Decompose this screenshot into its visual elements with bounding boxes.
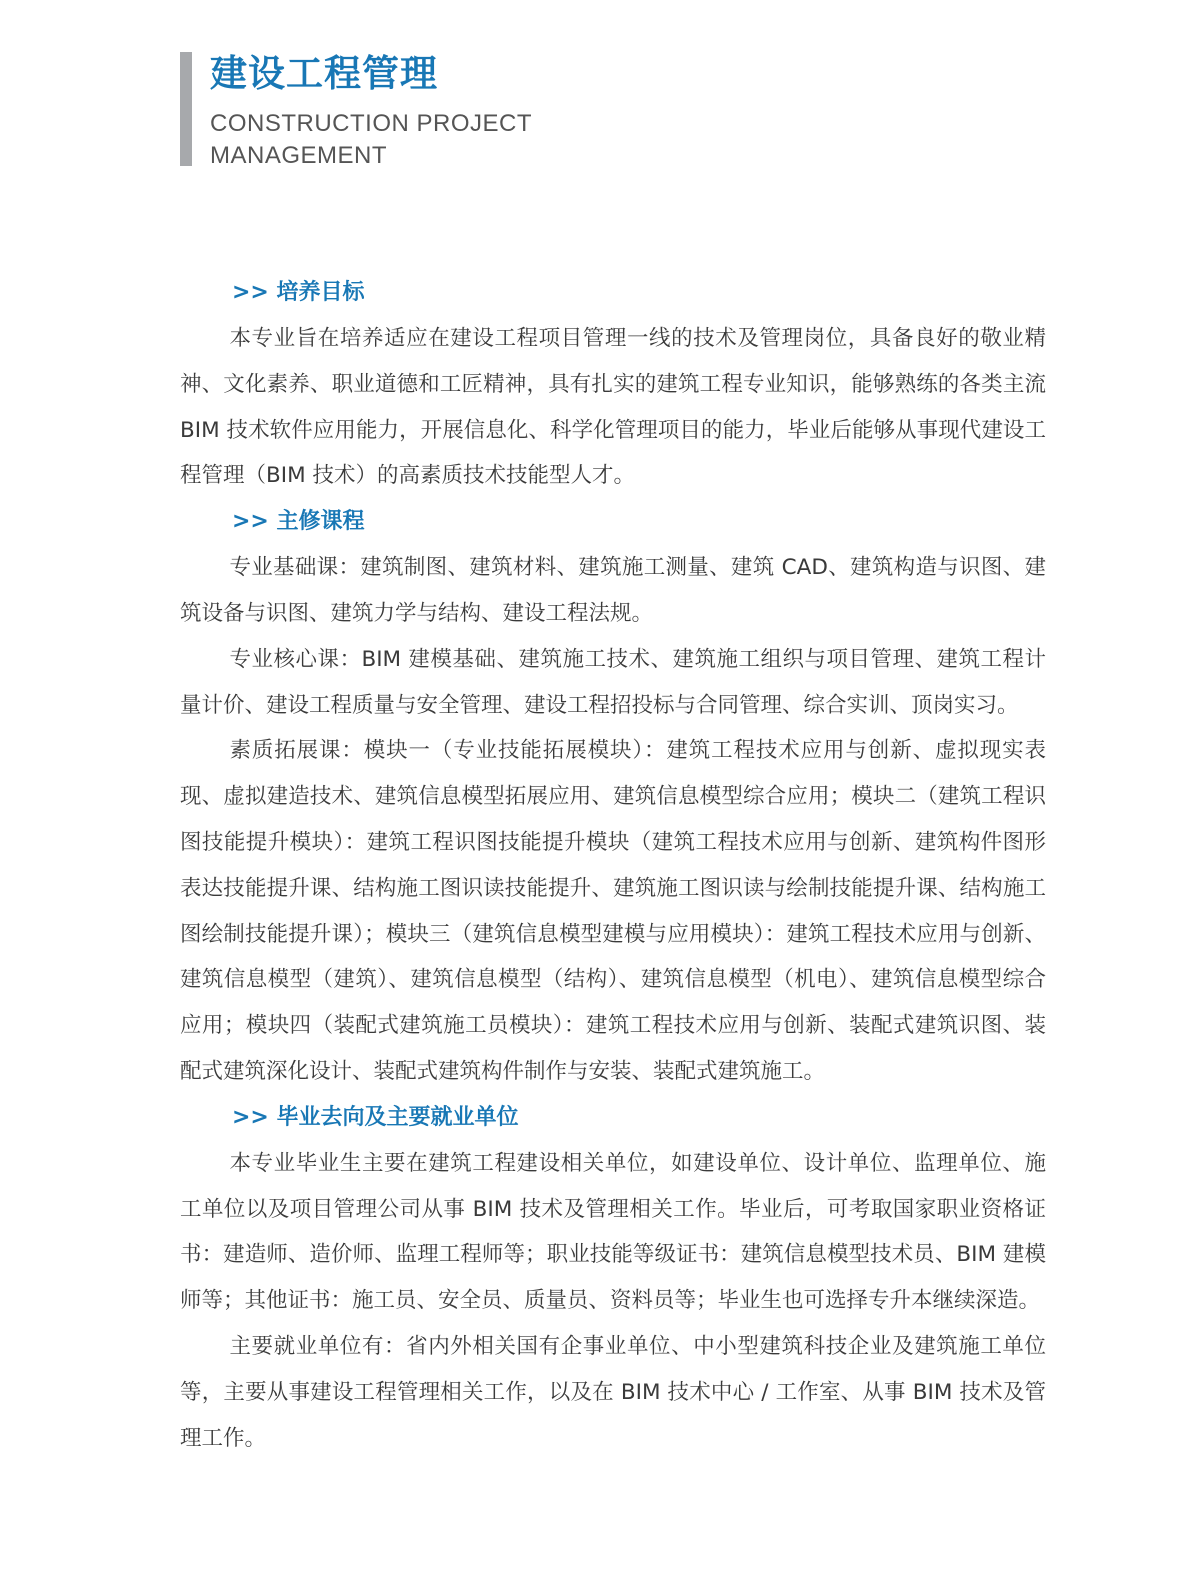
page-subtitle-en	[210, 108, 532, 172]
section-main-courses	[180, 499, 1046, 1095]
header-accent-bar	[180, 52, 192, 166]
paragraph-training-goal: 本专业旨在培养适应在建设工程项目管理一线的技术及管理岗位，具备良好的敬业精神、文化素养、职业道德和工匠精神，具有扎实的建筑工程专业知识，能够熟练的各类主流 BIM 技术软件应用能力，开展信息化、科学化管理项目的能力，毕业后能够从事现代建设工程管理（BIM 技术）的高素质技术技能型人才。	[180, 326, 1046, 489]
paragraph-basic-courses: 专业基础课：建筑制图、建筑材料、建筑施工测量、建筑 CAD、建筑构造与识图、建筑设备与识图、建筑力学与结构、建设工程法规。	[180, 555, 1046, 626]
paragraph-career-direction: 本专业毕业生主要在建筑工程建设相关单位，如建设单位、设计单位、监理单位、施工单位以及项目管理公司从事 BIM 技术及管理相关工作。毕业后，可考取国家职业资格证书：建造师、造价师、监理工程师等；职业技能等级证书：建筑信息模型技术员、BIM 建模师等；其他证书：施工员、安全员、质量员、资料员等；毕业生也可选择专升本继续深造。	[180, 1150, 1046, 1314]
main-content	[180, 270, 1046, 1461]
subtitle-line-2: MANAGEMENT	[210, 142, 388, 169]
section-training-goal	[180, 270, 1046, 499]
paragraph-core-courses: 专业核心课：BIM 建模基础、建筑施工技术、建筑施工组织与项目管理、建筑工程计量计价、建设工程质量与安全管理、建设工程招投标与合同管理、综合实训、顶岗实习。	[180, 646, 1046, 718]
section-heading-career: >> 毕业去向及主要就业单位	[232, 1104, 519, 1130]
page-header	[180, 52, 780, 169]
section-heading-main-courses: >> 主修课程	[232, 509, 365, 535]
section-heading-training-goal: >> 培养目标	[232, 280, 365, 305]
section-career	[180, 1095, 1046, 1462]
page-title: 建设工程管理	[210, 52, 438, 95]
subtitle-line-1: CONSTRUCTION PROJECT	[210, 110, 532, 137]
paragraph-employers: 主要就业单位有：省内外相关国有企事业单位、中小型建筑科技企业及建筑施工单位等，主要从事建设工程管理相关工作，以及在 BIM 技术中心 / 工作室、从事 BIM 技术及管理工作。	[180, 1333, 1046, 1451]
paragraph-extension-courses: 素质拓展课：模块一（专业技能拓展模块）：建筑工程技术应用与创新、虚拟现实表现、虚拟建造技术、建筑信息模型拓展应用、建筑信息模型综合应用；模块二（建筑工程识图技能提升模块）：建筑工程识图技能提升模块（建筑工程技术应用与创新、建筑构件图形表达技能提升课、结构施工图识读技能提升、建筑施工图识读与绘制技能提升课、结构施工图绘制技能提升课）；模块三（建筑信息模型建模与应用模块）：建筑工程技术应用与创新、建筑信息模型（建筑）、建筑信息模型（结构）、建筑信息模型（机电）、建筑信息模型综合应用；模块四（装配式建筑施工员模块）：建筑工程技术应用与创新、装配式建筑识图、装配式建筑深化设计、装配式建筑构件制作与安装、装配式建筑施工。	[180, 738, 1046, 1084]
